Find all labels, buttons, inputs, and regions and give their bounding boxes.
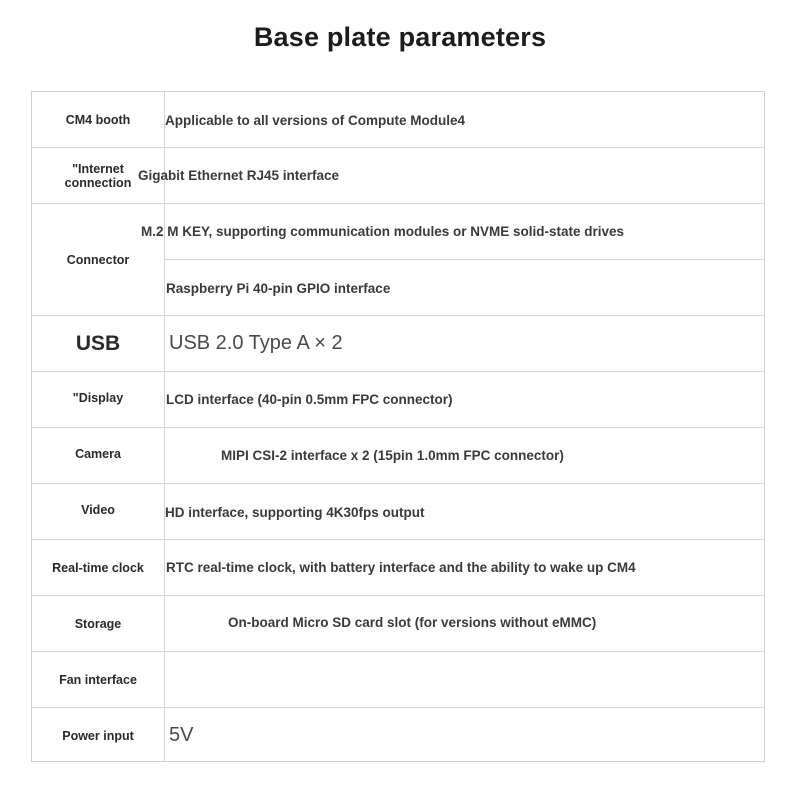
row-value-usb: USB 2.0 Type A × 2 (169, 332, 343, 354)
row-value-display: LCD interface (40-pin 0.5mm FPC connector) (166, 392, 453, 407)
row-label-video: Video (81, 502, 115, 517)
row-value-storage: On-board Micro SD card slot (for versions without eMMC) (228, 615, 597, 630)
row-value-camera: MIPI CSI-2 interface x 2 (15pin 1.0mm FPC connector) (221, 448, 564, 463)
row-label-connector: Connector (66, 252, 130, 267)
page-title: Base plate parameters (253, 22, 547, 52)
row-value-video: HD interface, supporting 4K30fps output (165, 505, 425, 520)
row-value-power-input: 5V (169, 724, 194, 746)
row-value-real-time-clock: RTC real-time clock, with battery interface and the ability to wake up CM4 (166, 560, 636, 575)
row-label-display: "Display (72, 390, 124, 405)
row-value-connector-m2: M.2 M KEY, supporting communication modules or NVME solid-state drives (141, 224, 625, 239)
row-value-connector-gpio: Raspberry Pi 40-pin GPIO interface (166, 281, 391, 296)
parameters-table (31, 91, 765, 762)
row-label-camera: Camera (75, 446, 121, 461)
row-label-real-time-clock: Real-time clock (52, 560, 144, 575)
row-value-cm4-booth: Applicable to all versions of Compute Module4 (165, 113, 466, 128)
row-label-storage: Storage (74, 616, 122, 631)
row-label-internet-connection: "Internet connection (64, 161, 132, 190)
row-label-power-input: Power input (62, 728, 134, 743)
row-label-usb: USB (75, 331, 121, 355)
row-label-cm4-booth: CM4 booth (65, 112, 131, 127)
row-value-internet-connection: Gigabit Ethernet RJ45 interface (138, 168, 340, 183)
row-label-fan-interface: Fan interface (59, 672, 137, 687)
